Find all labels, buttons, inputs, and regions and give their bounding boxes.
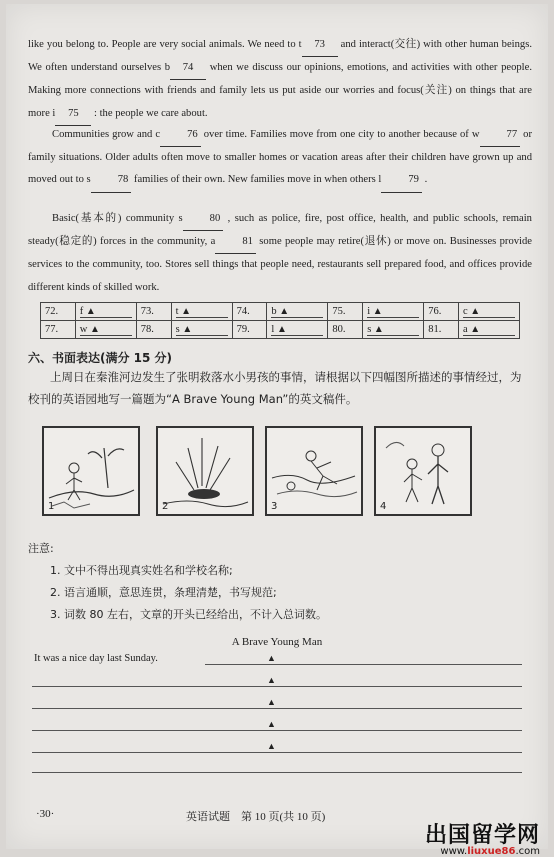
blank-75: 75 — [55, 103, 91, 126]
triangle-icon: ▲ — [470, 323, 481, 335]
triangle-icon: ▲ — [373, 323, 384, 335]
picture-3: 3 — [265, 426, 363, 516]
answer-number: 79. — [232, 321, 267, 339]
group-scene-icon — [376, 428, 470, 514]
note-item: 2. 语言通顺，意思连贯，条理清楚，书写规范; — [50, 586, 277, 599]
answer-row — [41, 303, 520, 321]
blank-76: 76 — [160, 124, 201, 147]
answer-cell[interactable]: b ▲ — [267, 303, 328, 321]
answer-number: 72. — [41, 303, 76, 321]
triangle-icon: ▲ — [470, 305, 481, 317]
answer-number: 73. — [136, 303, 171, 321]
answer-cell[interactable]: a ▲ — [459, 321, 520, 339]
triangle-icon: ▲ — [267, 675, 276, 685]
writing-line[interactable] — [32, 751, 522, 753]
blank-73: 73 — [302, 34, 338, 57]
answer-number: 77. — [41, 321, 76, 339]
river-bank-scene-icon — [44, 428, 138, 514]
writing-task: 上周日在秦淮河边发生了张明救落水小男孩的事情，请根据以下四幅图所描述的事情经过，为校刊的英语园地写一篇题为“A Brave Young Man”的英文稿件。 — [28, 370, 522, 406]
answer-number: 75. — [328, 303, 363, 321]
answer-cell[interactable]: s ▲ — [171, 321, 232, 339]
answer-row — [41, 321, 520, 339]
answer-cell[interactable]: l ▲ — [267, 321, 328, 339]
triangle-icon: ▲ — [85, 305, 96, 317]
picture-4: 4 — [374, 426, 472, 516]
answer-number: 80. — [328, 321, 363, 339]
answer-cell[interactable]: f ▲ — [75, 303, 136, 321]
writing-line[interactable] — [205, 663, 522, 665]
answer-cell[interactable]: c ▲ — [459, 303, 520, 321]
rescue-scene-icon — [267, 428, 361, 514]
triangle-icon: ▲ — [267, 697, 276, 707]
writing-line[interactable] — [32, 771, 522, 773]
notes-label: 注意: — [28, 542, 54, 555]
note-item: 1. 文中不得出现真实姓名和学校名称; — [50, 564, 233, 577]
writing-line[interactable] — [32, 685, 522, 687]
answer-cell[interactable]: t ▲ — [171, 303, 232, 321]
picture-2: 2 — [156, 426, 254, 516]
answer-cell[interactable]: i ▲ — [363, 303, 424, 321]
triangle-icon: ▲ — [90, 323, 100, 335]
notes — [28, 538, 327, 626]
blank-81: 81 — [215, 231, 256, 254]
blank-78: 78 — [91, 169, 132, 192]
watermark-url: www.liuxue86.com — [440, 846, 540, 857]
answer-number: 78. — [136, 321, 171, 339]
watermark-title: 出国留学网 — [424, 823, 540, 848]
triangle-icon: ▲ — [267, 719, 276, 729]
answer-number: 81. — [424, 321, 459, 339]
triangle-icon: ▲ — [279, 305, 290, 317]
essay-title: A Brave Young Man — [231, 636, 323, 648]
passage-paragraph-3: Basic(基本的) community s 80 , such as police, fire, post office, health, and public schools, remain steady(稳定的) forces in the community, a 81 some people may retire(退休) or move on. Businesses provide services to the community, too. Stores sell things that people need, restaurants sell prepared food, and offices provide different kinds of skilled work. — [28, 208, 532, 299]
triangle-icon: ▲ — [267, 741, 276, 751]
answer-cell[interactable]: s ▲ — [363, 321, 424, 339]
footer-caption: 英语试题 第 10 页(共 10 页) — [186, 811, 326, 823]
essay-start: It was a nice day last Sunday. — [34, 653, 158, 664]
writing-line[interactable] — [32, 707, 522, 709]
passage-paragraph-1: like you belong to. People are very social animals. We need to t 73 and interact(交往) with other human beings. We often understand ourselves b 74 when we discuss our opinions, emotions, and activities with other people. Making more connections with friends and family lets us put aside our worries and focus(关注) on things that are more i 75 : the people we care about. — [28, 34, 532, 126]
answer-number: 76. — [424, 303, 459, 321]
picture-1: 1 — [42, 426, 140, 516]
watermark — [425, 818, 540, 857]
answer-table — [40, 302, 520, 339]
blank-80: 80 — [183, 208, 224, 231]
section-title: 六、书面表达(满分 15 分) — [28, 351, 173, 365]
triangle-icon: ▲ — [182, 323, 193, 335]
passage-paragraph-2: Communities grow and c 76 over time. Families move from one city to another because of w 77 or family situations. Older adults often move to smaller homes or vacation areas after their children have grown up and moved out to s 78 families of their own. New families move in when others l 79 . — [28, 124, 532, 193]
blank-74: 74 — [170, 57, 206, 80]
writing-line[interactable] — [32, 729, 522, 731]
note-item: 3. 词数 80 左右，文章的开头已经给出，不计入总词数。 — [50, 608, 327, 621]
splash-scene-icon — [158, 428, 252, 514]
triangle-icon: ▲ — [276, 323, 287, 335]
answer-cell[interactable]: w ▲ — [75, 321, 136, 339]
page-number: ·30· — [36, 808, 55, 820]
blank-77: 77 — [480, 124, 521, 147]
triangle-icon: ▲ — [267, 653, 276, 663]
triangle-icon: ▲ — [181, 305, 192, 317]
answer-number: 74. — [232, 303, 267, 321]
blank-79: 79 — [381, 169, 422, 192]
triangle-icon: ▲ — [372, 305, 383, 317]
